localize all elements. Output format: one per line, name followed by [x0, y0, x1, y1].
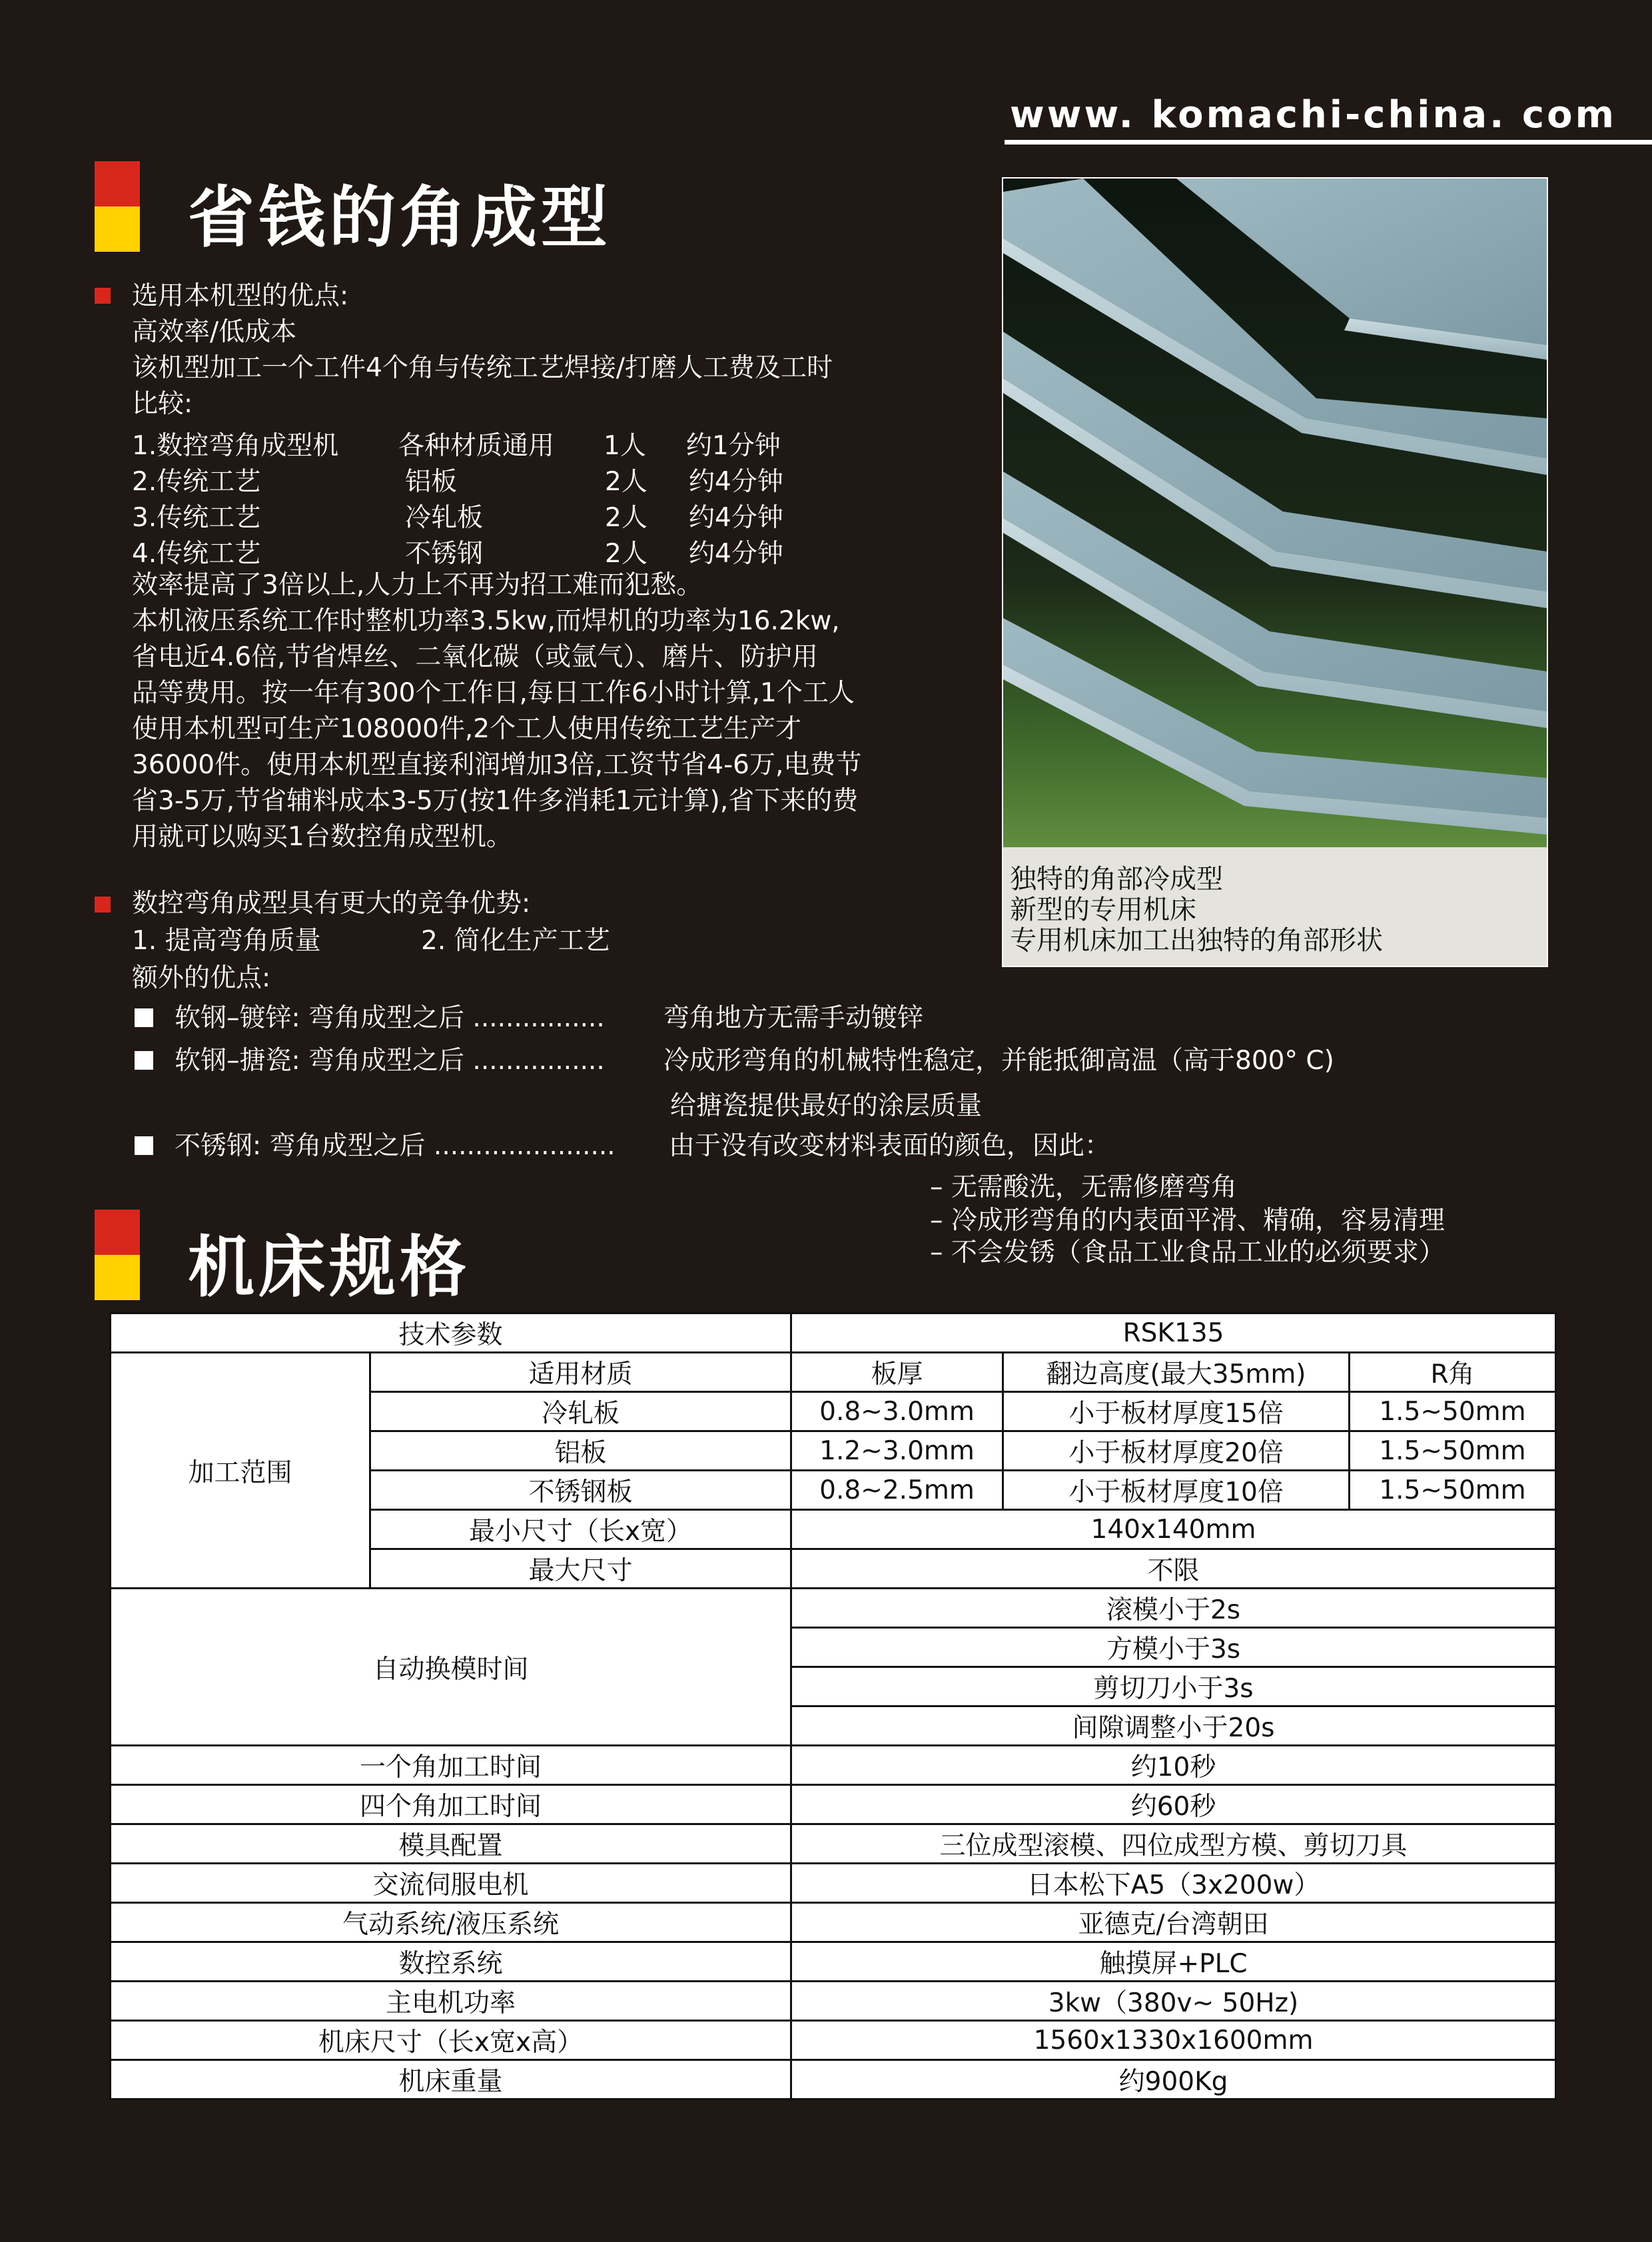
table-row [111, 1824, 1556, 1864]
comparison-time: 约4分钟 [689, 503, 783, 533]
corner-formed-panels-image [1003, 179, 1547, 847]
table-cell: 约900Kg [791, 2060, 1556, 2099]
table-row [111, 1746, 1556, 1785]
table-cell: 板厚 [791, 1353, 1003, 1392]
table-row [111, 1942, 1556, 1982]
table-cell: 适用材质 [370, 1353, 791, 1392]
table-cell: 3kw（380v~ 50Hz) [791, 1982, 1556, 2021]
stainless-point: – 无需酸洗，无需修磨弯角 [930, 1172, 1237, 1202]
extra-label: 软钢–镀锌: 弯角成型之后 ................ [175, 1003, 605, 1033]
table-row [111, 1589, 1556, 1628]
section-marker [95, 161, 140, 252]
table-cell: 四个角加工时间 [111, 1785, 791, 1824]
checkbox-square-icon [135, 1136, 153, 1155]
table-cell: 主电机功率 [111, 1982, 791, 2021]
table-row [111, 1864, 1556, 1903]
table-cell: 1.5~50mm [1350, 1431, 1556, 1471]
text-line: 高效率/低成本 [132, 317, 297, 347]
table-cell: 日本松下A5（3x200w） [791, 1864, 1556, 1903]
table-cell: 滚模小于2s [791, 1589, 1556, 1628]
section-marker [95, 1210, 140, 1300]
table-cell: 不锈钢板 [370, 1471, 791, 1510]
text-line: 品等费用。按一年有300个工作日,每日工作6小时计算,1个工人 [132, 678, 855, 708]
stainless-point: – 不会发锈（食品工业食品工业的必须要求） [930, 1238, 1445, 1268]
table-cell: 交流伺服电机 [111, 1864, 791, 1903]
table-row [111, 2021, 1556, 2060]
table-row [111, 1982, 1556, 2021]
table-cell: 约60秒 [791, 1785, 1556, 1824]
comparison-material: 冷轧板 [405, 503, 484, 533]
section-title-savings: 省钱的角成型 [188, 179, 612, 256]
table-cell: R角 [1350, 1353, 1556, 1392]
comparison-workers: 2人 [605, 467, 647, 497]
table-cell: 0.8~2.5mm [791, 1471, 1003, 1510]
competition-heading: 数控弯角成型具有更大的竞争优势: [132, 889, 531, 919]
competition-item: 1. 提高弯角质量 [132, 926, 321, 956]
table-cell: 1.5~50mm [1350, 1471, 1556, 1510]
table-row [111, 2060, 1556, 2099]
comparison-time: 约4分钟 [689, 539, 783, 569]
bullet-square-icon [95, 288, 111, 304]
table-cell: 1.5~50mm [1350, 1392, 1556, 1431]
table-cell: 最小尺寸（长x宽） [370, 1510, 791, 1549]
table-cell: 140x140mm [791, 1510, 1556, 1549]
table-cell: 自动换模时间 [111, 1589, 791, 1746]
text-line: 比较: [132, 389, 193, 419]
competition-item: 2. 简化生产工艺 [421, 926, 610, 956]
product-photo-panel [1002, 177, 1548, 967]
checkbox-square-icon [135, 1051, 153, 1070]
extra-text: 弯角地方无需手动镀锌 [663, 1003, 924, 1033]
advantages-heading: 选用本机型的优点: [132, 281, 349, 311]
website-url[interactable]: www. komachi-china. com [1010, 93, 1617, 137]
text-line: 效率提高了3倍以上,人力上不再为招工难而犯愁。 [132, 570, 703, 600]
text-line: 用就可以购买1台数控角成型机。 [132, 822, 512, 852]
table-cell: 模具配置 [111, 1824, 791, 1864]
bullet-square-icon [95, 897, 111, 913]
table-cell: 小于板材厚度15倍 [1003, 1392, 1350, 1431]
text-line: 36000件。使用本机型直接利润增加3倍,工资节省4-6万,电费节 [132, 750, 862, 780]
table-cell: 机床尺寸（长x宽x高） [111, 2021, 791, 2060]
table-cell: 剪切刀小于3s [791, 1667, 1556, 1706]
comparison-workers: 2人 [605, 503, 647, 533]
table-cell: 约10秒 [791, 1746, 1556, 1785]
table-cell: 一个角加工时间 [111, 1746, 791, 1785]
table-cell: 铝板 [370, 1431, 791, 1471]
comparison-material: 铝板 [405, 467, 458, 497]
table-row [111, 1353, 1556, 1392]
comparison-time: 约4分钟 [689, 467, 783, 497]
table-cell: 间隙调整小于20s [791, 1706, 1556, 1746]
table-cell: 不限 [791, 1549, 1556, 1589]
comparison-method: 2.传统工艺 [132, 467, 261, 497]
table-cell: 小于板材厚度10倍 [1003, 1471, 1350, 1510]
table-row [111, 1903, 1556, 1942]
photo-caption-line: 新型的专用机床 [1010, 895, 1196, 925]
comparison-method: 4.传统工艺 [132, 539, 261, 569]
table-cell: 冷轧板 [370, 1392, 791, 1431]
text-line: 使用本机型可生产108000件,2个工人使用传统工艺生产才 [132, 714, 802, 744]
text-line: 省3-5万,节省辅料成本3-5万(按1件多消耗1元计算),省下来的费 [132, 786, 859, 816]
extra-label: 不锈钢: 弯角成型之后 ...................... [175, 1131, 616, 1161]
comparison-time: 约1分钟 [686, 431, 781, 461]
spec-table [109, 1312, 1557, 2100]
photo-caption-line: 专用机床加工出独特的角部形状 [1010, 925, 1383, 956]
table-cell: 小于板材厚度20倍 [1003, 1431, 1350, 1471]
header-rule [1005, 140, 1652, 145]
table-cell: 0.8~3.0mm [791, 1392, 1003, 1431]
extra-text: 由于没有改变材料表面的颜色，因此： [669, 1131, 1111, 1161]
comparison-material: 各种材质通用 [398, 431, 555, 461]
marker-yellow-block [95, 206, 140, 252]
table-cell: 亚德克/台湾朝田 [791, 1903, 1556, 1942]
table-row [111, 1785, 1556, 1824]
text-line: 该机型加工一个工件4个角与传统工艺焊接/打磨人工费及工时 [132, 353, 833, 383]
photo-caption-line: 独特的角部冷成型 [1010, 864, 1223, 895]
extra-heading: 额外的优点: [132, 963, 271, 993]
extra-label: 软钢–搪瓷: 弯角成型之后 ................ [175, 1046, 605, 1076]
table-cell: 方模小于3s [791, 1628, 1556, 1667]
table-cell: 机床重量 [111, 2060, 791, 2099]
table-cell: 1560x1330x1600mm [791, 2021, 1556, 2060]
table-cell: 翻边高度(最大35mm) [1003, 1353, 1350, 1392]
table-cell: 三位成型滚模、四位成型方模、剪切刀具 [791, 1824, 1556, 1864]
extra-text: 冷成形弯角的机械特性稳定，并能抵御高温（高于800° C) [663, 1046, 1334, 1076]
table-cell: 加工范围 [111, 1353, 370, 1589]
marker-red-block [95, 161, 140, 206]
table-cell: 气动系统/液压系统 [111, 1903, 791, 1942]
marker-yellow-block [95, 1255, 140, 1300]
comparison-method: 3.传统工艺 [132, 503, 261, 533]
comparison-workers: 2人 [605, 539, 647, 569]
stainless-point: – 冷成形弯角的内表面平滑、精确，容易清理 [930, 1206, 1445, 1236]
text-line: 本机液压系统工作时整机功率3.5kw,而焊机的功率为16.2kw, [132, 606, 840, 636]
comparison-method: 1.数控弯角成型机 [132, 431, 339, 461]
table-cell: 触摸屏+PLC [791, 1942, 1556, 1982]
comparison-workers: 1人 [604, 431, 646, 461]
table-cell: 最大尺寸 [370, 1549, 791, 1589]
section-title-specs: 机床规格 [188, 1228, 470, 1306]
text-line: 省电近4.6倍,节省焊丝、二氧化碳（或氩气）、磨片、防护用 [132, 642, 818, 672]
checkbox-square-icon [135, 1008, 153, 1027]
extra-text-continuation: 给搪瓷提供最好的涂层质量 [670, 1091, 983, 1121]
table-row [111, 1313, 1556, 1353]
table-cell: 1.2~3.0mm [791, 1431, 1003, 1471]
table-cell: 技术参数 [111, 1313, 791, 1353]
table-cell: 数控系统 [111, 1942, 791, 1982]
table-cell: RSK135 [791, 1313, 1556, 1353]
marker-red-block [95, 1210, 140, 1255]
comparison-material: 不锈钢 [405, 539, 484, 569]
